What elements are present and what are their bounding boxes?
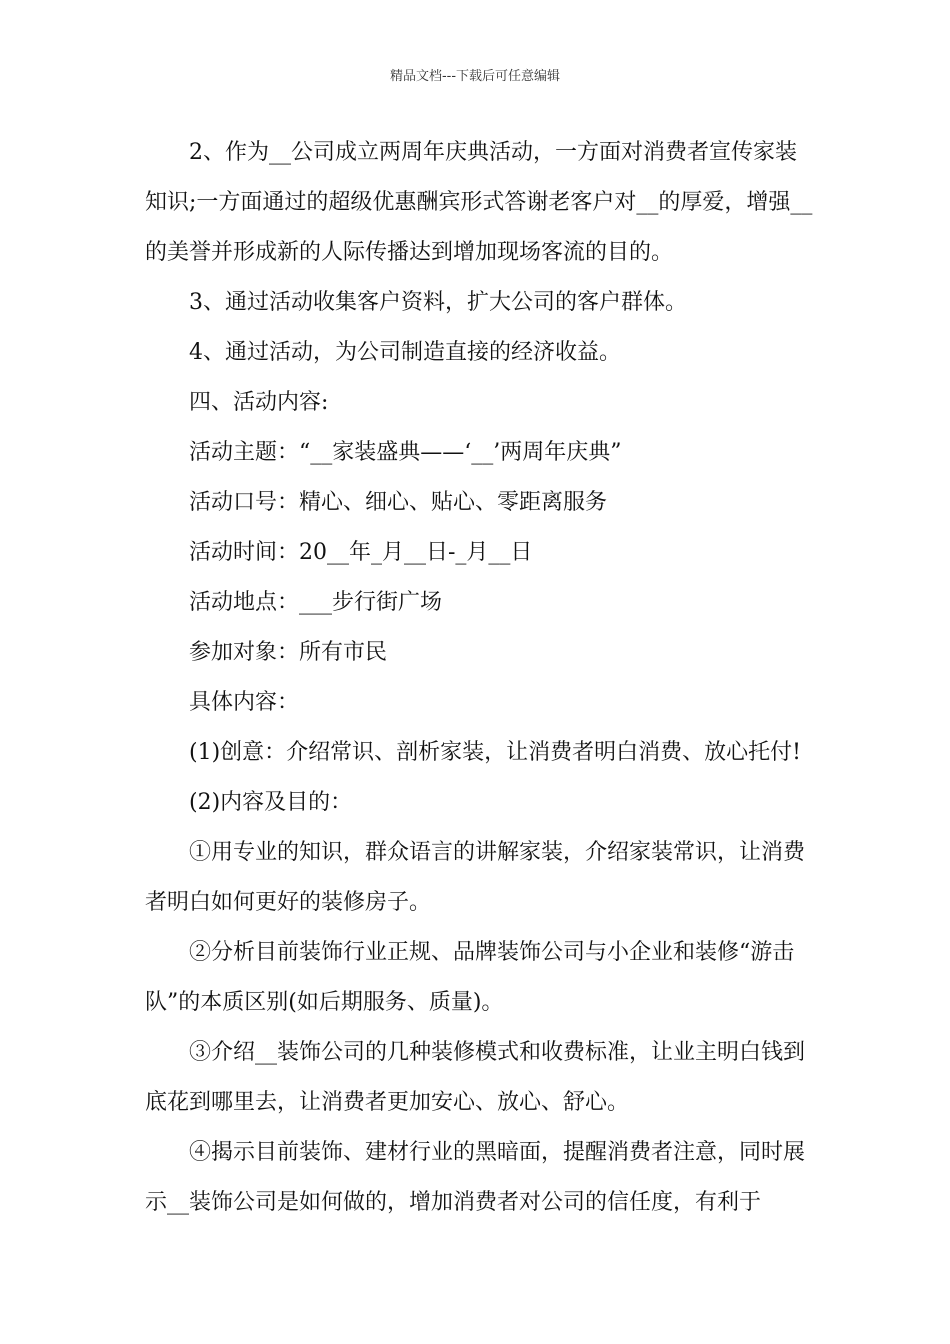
activity-location: 活动地点：___步行街广场	[189, 590, 443, 615]
content-item-creativity: (1)创意：介绍常识、剖析家装，让消费者明白消费、放心托付!	[189, 740, 802, 765]
document-body	[145, 128, 815, 1228]
paragraph-goal-2: 2、作为__公司成立两周年庆典活动，一方面对消费者宣传家装知识;一方面通过的超级优惠酬宾形式答谢老客户对__的厚爱，增强__的美誉并形成新的人际传播达到增加现场客流的目的。	[145, 140, 813, 265]
content-point-3: ③介绍__装饰公司的几种装修模式和收费标准，让业主明白钱到底花到哪里去，让消费者更加安心、放心、舒心。	[145, 1040, 806, 1115]
activity-theme: 活动主题：“__家装盛典——‘__’两周年庆典”	[189, 440, 622, 465]
paragraph-goal-4: 4、通过活动，为公司制造直接的经济收益。	[189, 340, 621, 365]
activity-slogan: 活动口号：精心、细心、贴心、零距离服务	[189, 490, 608, 515]
page-header: 精品文档---下载后可任意编辑	[389, 69, 561, 84]
paragraph-goal-3: 3、通过活动收集客户资料，扩大公司的客户群体。	[189, 290, 687, 315]
content-point-1: ①用专业的知识，群众语言的讲解家装，介绍家装常识，让消费者明白如何更好的装修房子。	[145, 840, 806, 915]
content-point-2: ②分析目前装饰行业正规、品牌装饰公司与小企业和装修“游击队”的本质区别(如后期服务、质量)。	[145, 940, 795, 1015]
specific-content-heading: 具体内容：	[189, 690, 300, 715]
section-heading-activity-content: 四、活动内容:	[189, 390, 329, 415]
activity-participants: 参加对象：所有市民	[189, 640, 388, 665]
content-item-purpose-heading: (2)内容及目的：	[189, 790, 353, 815]
activity-time: 活动时间：20__年_月__日-_月__日	[189, 540, 533, 565]
content-point-4: ④揭示目前装饰、建材行业的黑暗面，提醒消费者注意，同时展示__装饰公司是如何做的，增加消费者对公司的信任度，有利于	[145, 1140, 806, 1215]
